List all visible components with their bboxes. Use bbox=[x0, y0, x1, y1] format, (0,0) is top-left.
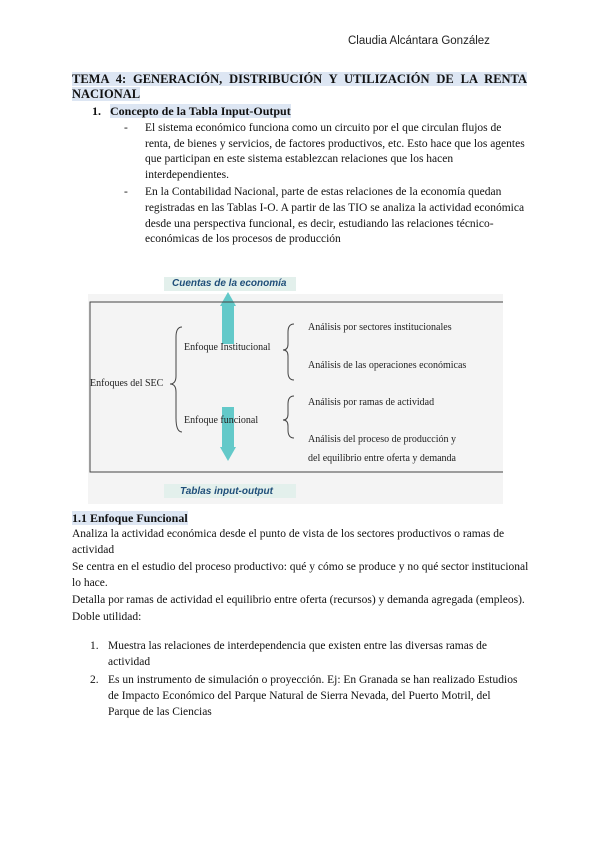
leaf-proceso: Análisis del proceso de producción y bbox=[308, 434, 457, 445]
caption-tablas: Tablas input-output bbox=[180, 486, 273, 497]
bullet-item bbox=[122, 185, 527, 247]
sec-approaches-diagram bbox=[88, 272, 503, 504]
section-1-title: Concepto de la Tabla Input-Output bbox=[110, 104, 291, 118]
leaf-equilibrio: del equilibrio entre oferta y demanda bbox=[308, 453, 456, 464]
section-1-number: 1. bbox=[92, 104, 101, 118]
leaf-ramas: Análisis por ramas de actividad bbox=[308, 397, 435, 408]
list-number: 1. bbox=[90, 640, 99, 652]
utility-list bbox=[90, 638, 520, 722]
section-1-1-body bbox=[72, 526, 530, 626]
bullet-text: En la Contabilidad Nacional, parte de estas relaciones de la economía quedan registradas en las Tablas I-O. A partir de las TIO se analiza la actividad económica desde una perspectiva funcional, es decir, estudiando las relaciones técnico-económicas de los procesos de producción bbox=[145, 186, 525, 246]
branch-funcional: Enfoque funcional bbox=[184, 415, 259, 426]
paragraph: Se centra en el estudio del proceso productivo: qué y cómo se produce y no qué sector institucional lo hace. bbox=[72, 561, 529, 589]
section-1-bullets bbox=[122, 121, 527, 250]
dash-bullet-icon: - bbox=[124, 186, 128, 199]
root-label: Enfoques del SEC bbox=[90, 378, 164, 389]
section-1-heading bbox=[92, 104, 291, 119]
caption-cuentas: Cuentas de la economía bbox=[172, 278, 287, 289]
branch1-brace-icon bbox=[283, 324, 294, 380]
leaf-operaciones: Análisis de las operaciones económicas bbox=[308, 360, 467, 371]
paragraph: Doble utilidad: bbox=[72, 611, 142, 623]
author-name: Claudia Alcántara González bbox=[348, 35, 490, 47]
leaf-sectores: Análisis por sectores institucionales bbox=[308, 322, 452, 333]
bullet-item bbox=[122, 121, 527, 183]
dash-bullet-icon: - bbox=[124, 122, 128, 134]
root-brace-icon bbox=[170, 327, 182, 432]
document-title-line2: NACIONAL bbox=[72, 87, 141, 101]
list-text: Muestra las relaciones de interdependencia que existen entre las diversas ramas de actividad bbox=[108, 640, 488, 668]
branch-institucional: Enfoque Institucional bbox=[184, 342, 271, 353]
document-title: TEMA 4: GENERACIÓN, DISTRIBUCIÓN Y UTILIZACIÓN DE LA RENTA bbox=[72, 72, 527, 86]
paragraph: Analiza la actividad económica desde el punto de vista de los sectores productivos o ramas de actividad bbox=[72, 528, 505, 556]
bullet-text: El sistema económico funciona como un circuito por el que circulan flujos de renta, de bienes y servicios, de factores productivos, etc. Esto hace que los agentes que participan en este sistema establezcan relaciones que los hacen interdependientes. bbox=[145, 122, 525, 181]
list-text: Es un instrumento de simulación o proyección. Ej: En Granada se han realizado Estudios de Impacto Económico del Parque Natural de Sierra Nevada, del Puerto Motril, del Parque de las Ciencias bbox=[108, 674, 518, 718]
list-item bbox=[90, 672, 520, 720]
section-1-1-heading: 1.1 Enfoque Funcional bbox=[72, 511, 188, 525]
list-number: 2. bbox=[90, 674, 99, 686]
list-item bbox=[90, 638, 520, 670]
paragraph: Detalla por ramas de actividad el equilibrio entre oferta (recursos) y demanda agregada (empleos). bbox=[72, 594, 525, 606]
branch2-brace-icon bbox=[283, 396, 294, 438]
